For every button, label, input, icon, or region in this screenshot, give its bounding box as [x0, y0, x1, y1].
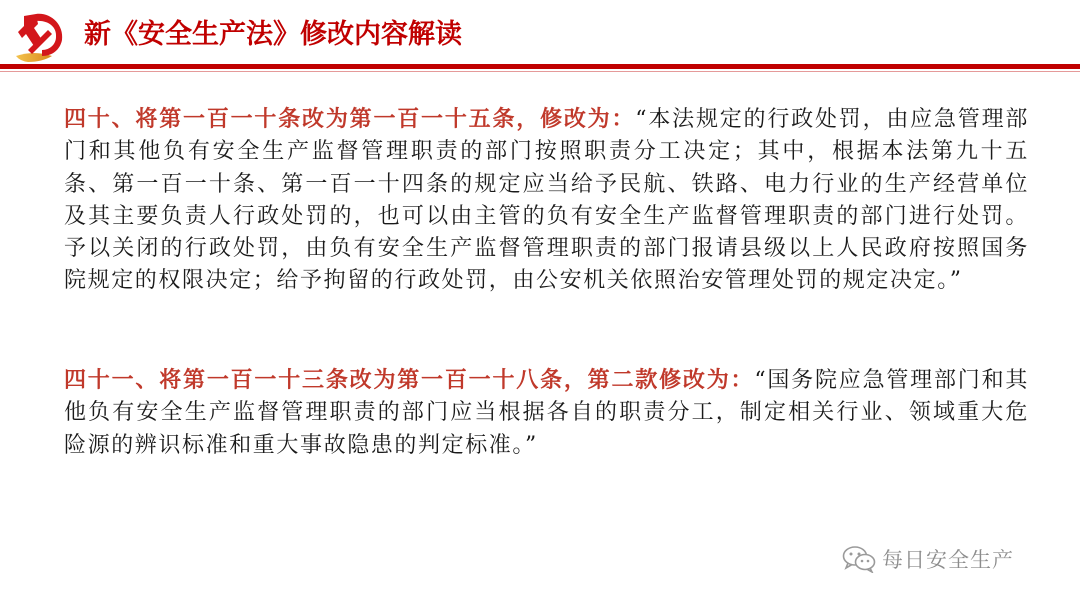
- amendment-paragraph-40: [64, 103, 1029, 298]
- amendment-body: “国务院应急管理部门和其他负有安全生产监督管理职责的部门应当根据各自的职责分工，制定相关行业、领域重大危险源的辨识标准和重大事故隐患的判定标准。”: [64, 368, 1029, 458]
- wechat-icon: [842, 545, 876, 573]
- amendment-lead: 四十一、将第一百一十三条改为第一百一十八条，第二款修改为：: [64, 367, 755, 393]
- slide-header: [0, 0, 1080, 80]
- header-divider: [0, 64, 1080, 69]
- header-divider-thin: [0, 71, 1080, 72]
- amendment-body: “本法规定的行政处罚，由应急管理部门和其他负有安全生产监督管理职责的部门按照职责分工决定；其中，根据本法第九十五条、第一百一十条、第一百一十四条的规定应当给予民航、铁路、电力行业的生产经营单位及其主要负责人行政处罚的，也可以由主管的负有安全生产监督管理职责的部门进行处罚。予以关闭的行政处罚，由负有安全生产监督管理职责的部门报请县级以上人民政府按照国务院规定的权限决定；给予拘留的行政处罚，由公安机关依照治安管理处罚的规定决定。”: [64, 107, 1030, 294]
- amendment-paragraph-41: [64, 364, 1029, 462]
- page-title: 新《安全生产法》修改内容解读: [84, 19, 462, 50]
- amendment-lead: 四十、将第一百一十条改为第一百一十五条，修改为：: [64, 106, 636, 132]
- watermark: [842, 543, 1014, 575]
- party-emblem-icon: [14, 10, 70, 64]
- watermark-text: 每日安全生产: [882, 548, 1014, 572]
